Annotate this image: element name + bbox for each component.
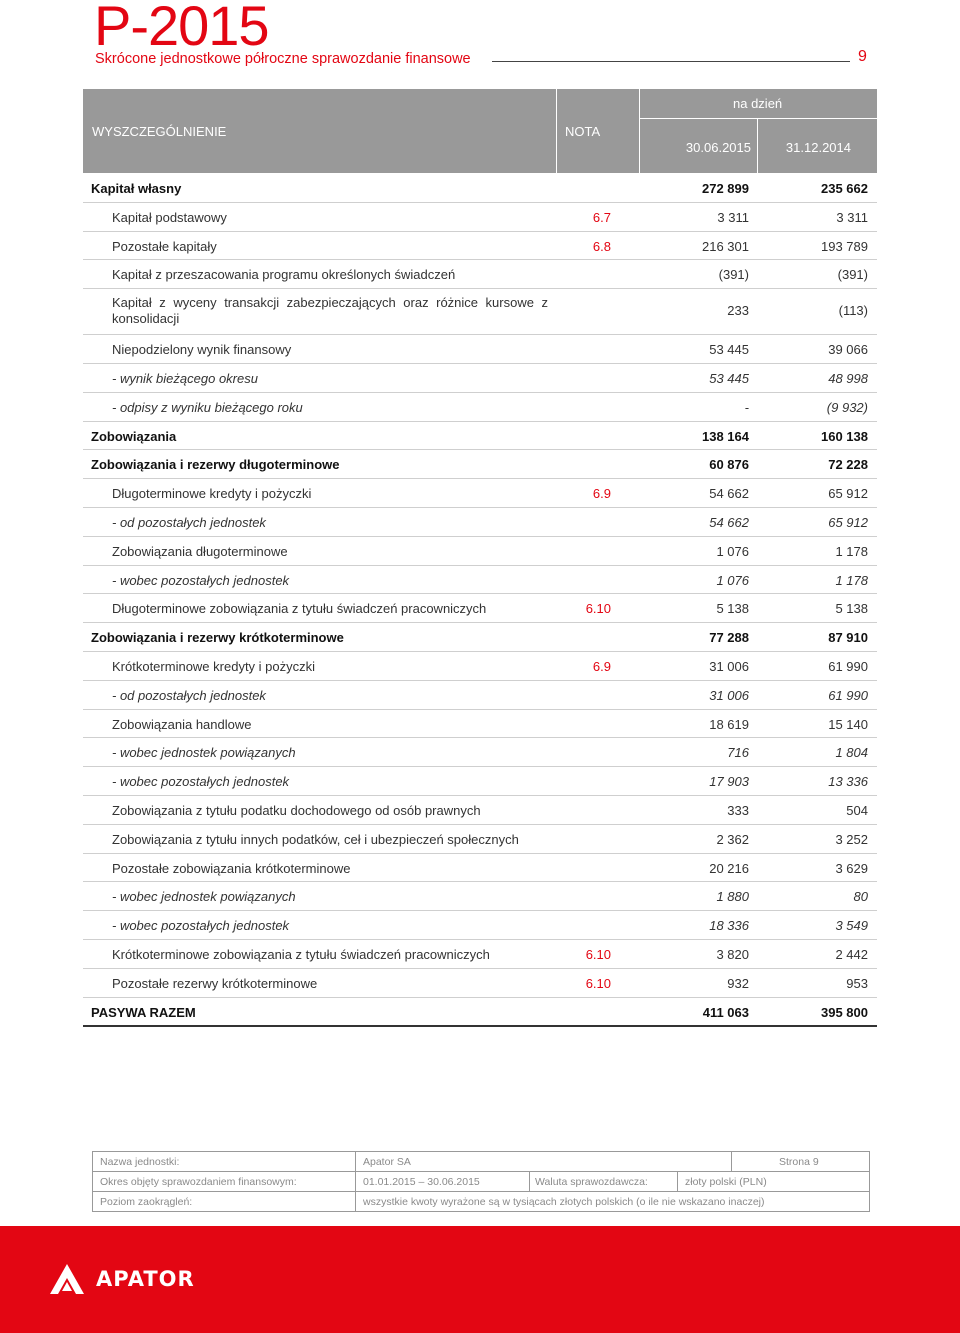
row-nota: 6.9 — [592, 486, 611, 502]
table-row — [83, 537, 877, 566]
row-value-2014: 65 912 — [828, 486, 868, 502]
row-label: Kapitał własny — [91, 181, 182, 196]
page-number: 9 — [858, 48, 867, 65]
table-row — [83, 566, 877, 595]
row-value-2014: 235 662 — [821, 181, 868, 196]
row-value-2015: 53 445 — [709, 370, 749, 386]
row-value-2015: 138 164 — [702, 428, 749, 444]
row-value-2014: 13 336 — [828, 774, 868, 790]
footer-info-box — [92, 1151, 870, 1212]
apator-logo — [50, 1264, 195, 1294]
row-value-2014: 3 311 — [836, 209, 868, 225]
table-header-item — [83, 89, 556, 173]
row-label: Zobowiązania z tytułu innych podatków, ceł i ubezpieczeń społecznych — [112, 831, 519, 847]
row-value-2015: 31 006 — [709, 658, 749, 674]
row-label: Pozostałe kapitały — [112, 238, 217, 254]
row-value-2015: 20 216 — [709, 860, 749, 876]
document-subtitle: Skrócone jednostkowe półroczne sprawozdanie finansowe — [95, 51, 471, 67]
row-value-2014: 160 138 — [821, 428, 868, 444]
row-value-2015: 54 662 — [709, 514, 749, 530]
row-label: Kapitał podstawowy — [112, 209, 227, 225]
column-header-nota: NOTA — [565, 124, 601, 139]
row-value-2014: 15 140 — [828, 716, 868, 732]
row-value-2015: 53 445 — [709, 342, 749, 358]
footer-currency-label: Waluta sprawozdawcza: — [535, 1176, 648, 1188]
row-nota: 6.10 — [585, 946, 611, 962]
row-nota: 6.9 — [592, 658, 611, 674]
row-label: - od pozostałych jednostek — [112, 687, 266, 703]
row-value-2014: 61 990 — [828, 687, 868, 703]
row-value-2015: (391) — [718, 267, 749, 283]
table-row — [83, 940, 877, 969]
table-row — [83, 623, 877, 652]
row-value-2014: 3 252 — [835, 831, 868, 847]
table-header-date1 — [640, 119, 757, 173]
row-value-2015: 77 288 — [709, 630, 749, 646]
row-nota: 6.7 — [592, 209, 611, 225]
row-value-2014: 193 789 — [821, 238, 868, 254]
row-label: Kapitał z wyceny transakcji zabezpieczających oraz różnice kursowe z konsolidacji — [112, 295, 548, 327]
table-row — [83, 825, 877, 854]
row-label: Niepodzielony wynik finansowy — [112, 342, 292, 358]
row-label: - wobec jednostek powiązanych — [112, 745, 296, 761]
column-header-item: WYSZCZEGÓLNIENIE — [92, 124, 227, 139]
row-value-2014: 65 912 — [828, 514, 868, 530]
table-row — [83, 393, 877, 422]
row-label: - wynik bieżącego okresu — [112, 370, 258, 386]
row-value-2014: 1 804 — [835, 745, 868, 761]
row-value-2015: 18 336 — [709, 918, 749, 934]
row-value-2015: 1 076 — [716, 543, 749, 559]
table-row — [83, 450, 877, 479]
table-row — [83, 969, 877, 998]
row-value-2014: 80 — [853, 889, 868, 905]
footer-period-value: 01.01.2015 – 30.06.2015 — [363, 1176, 480, 1188]
row-value-2014: 395 800 — [821, 1004, 868, 1020]
table-row — [83, 479, 877, 508]
row-nota: 6.8 — [592, 238, 611, 254]
row-label: Krótkoterminowe kredyty i pożyczki — [112, 658, 316, 674]
row-value-2014: 2 442 — [835, 946, 868, 962]
row-label: - odpisy z wyniku bieżącego roku — [112, 399, 303, 415]
row-value-2015: 5 138 — [716, 601, 749, 617]
row-value-2014: 3 549 — [835, 918, 868, 934]
table-row — [83, 911, 877, 940]
row-value-2014: 504 — [846, 802, 868, 818]
row-nota: 6.10 — [585, 601, 611, 617]
logo-text: APATOR — [96, 1267, 195, 1291]
footer-row-name — [93, 1152, 869, 1172]
table-header-asof — [640, 89, 877, 118]
footer-rounding-value: wszystkie kwoty wyrażone są w tysiącach złotych polskich (o ile nie wskazano inaczej) — [363, 1196, 765, 1208]
row-value-2015: 18 619 — [709, 716, 749, 732]
row-value-2015: 216 301 — [702, 238, 749, 254]
row-label: Zobowiązania handlowe — [112, 716, 252, 732]
column-header-date2: 31.12.2014 — [785, 140, 851, 155]
row-value-2014: 48 998 — [828, 370, 868, 386]
table-row — [83, 364, 877, 393]
table-row — [83, 422, 877, 451]
footer-row-period — [93, 1172, 869, 1192]
table-row — [83, 767, 877, 796]
table-row — [83, 232, 877, 261]
row-label: - wobec pozostałych jednostek — [112, 774, 290, 790]
table-row — [83, 681, 877, 710]
apator-mark-icon — [50, 1264, 84, 1294]
row-value-2015: 333 — [727, 802, 749, 818]
row-label: Kapitał z przeszacowania programu określonych świadczeń — [112, 267, 456, 283]
row-value-2015: 31 006 — [709, 687, 749, 703]
row-value-2015: 2 362 — [716, 831, 749, 847]
table-row — [83, 796, 877, 825]
row-value-2014: 61 990 — [828, 658, 868, 674]
column-header-date1: 30.06.2015 — [685, 140, 751, 155]
row-label: PASYWA RAZEM — [91, 1004, 196, 1020]
row-label: Zobowiązania z tytułu podatku dochodowego od osób prawnych — [112, 802, 481, 818]
row-value-2015: 3 311 — [717, 209, 749, 225]
table-row — [83, 882, 877, 911]
row-label: Długoterminowe zobowiązania z tytułu świadczeń pracowniczych — [112, 601, 487, 617]
row-label: Zobowiązania — [91, 428, 177, 444]
row-value-2014: 5 138 — [835, 601, 868, 617]
table-row — [83, 594, 877, 623]
table-row — [83, 203, 877, 232]
row-value-2015: 932 — [727, 975, 749, 991]
row-value-2015: 3 820 — [716, 946, 749, 962]
row-value-2014: 1 178 — [835, 543, 868, 559]
row-value-2015: 54 662 — [709, 486, 749, 502]
table-row — [83, 710, 877, 739]
row-value-2015: 17 903 — [709, 774, 749, 790]
row-value-2015: 411 063 — [702, 1004, 749, 1020]
row-value-2014: (113) — [838, 303, 868, 319]
footer-page-label: Strona 9 — [779, 1156, 819, 1168]
footer-period-label: Okres objęty sprawozdaniem finansowym: — [100, 1176, 297, 1188]
footer-name-value: Apator SA — [363, 1156, 411, 1168]
row-value-2015: 716 — [727, 745, 749, 761]
row-label: Pozostałe rezerwy krótkoterminowe — [112, 975, 318, 991]
table-row — [83, 508, 877, 537]
document-title: P-2015 — [94, 0, 269, 57]
footer-name-label: Nazwa jednostki: — [100, 1156, 180, 1168]
row-value-2014: (391) — [837, 267, 868, 283]
row-value-2014: 953 — [846, 975, 868, 991]
table-row — [83, 174, 877, 203]
row-label: Zobowiązania długoterminowe — [112, 543, 288, 559]
table-row — [83, 289, 877, 335]
row-label: - od pozostałych jednostek — [112, 514, 266, 530]
table-row — [83, 738, 877, 767]
row-label: Zobowiązania i rezerwy długoterminowe — [91, 457, 340, 473]
balance-sheet-table — [83, 174, 877, 1027]
row-label: Krótkoterminowe zobowiązania z tytułu świadczeń pracowniczych — [112, 946, 490, 962]
row-label: - wobec jednostek powiązanych — [112, 889, 296, 905]
row-value-2014: 87 910 — [828, 630, 868, 646]
row-value-2015: 233 — [727, 303, 749, 319]
table-row — [83, 260, 877, 289]
row-label: - wobec pozostałych jednostek — [112, 572, 290, 588]
row-label: Pozostałe zobowiązania krótkoterminowe — [112, 860, 351, 876]
table-header-date2 — [758, 119, 877, 173]
table-row — [83, 998, 877, 1028]
table-row — [83, 335, 877, 364]
row-label: Długoterminowe kredyty i pożyczki — [112, 486, 312, 502]
row-value-2015: 272 899 — [702, 181, 749, 196]
table-row — [83, 652, 877, 681]
footer-currency-value: złoty polski (PLN) — [685, 1176, 767, 1188]
table-row — [83, 854, 877, 883]
row-nota: 6.10 — [585, 975, 611, 991]
row-value-2014: (9 932) — [826, 399, 868, 415]
row-value-2015: 60 876 — [709, 457, 749, 473]
row-label: Zobowiązania i rezerwy krótkoterminowe — [91, 630, 344, 646]
row-value-2014: 3 629 — [835, 860, 868, 876]
footer-row-rounding — [93, 1192, 869, 1211]
column-header-asof: na dzień — [733, 96, 783, 111]
row-value-2015: - — [744, 399, 749, 415]
row-value-2014: 1 178 — [835, 572, 868, 588]
table-header-nota — [557, 89, 639, 173]
row-value-2014: 72 228 — [828, 457, 868, 473]
row-value-2014: 39 066 — [828, 342, 868, 358]
row-value-2015: 1 076 — [716, 572, 749, 588]
row-label: - wobec pozostałych jednostek — [112, 918, 290, 934]
footer-rounding-label: Poziom zaokrągleń: — [100, 1196, 193, 1208]
header-rule — [492, 61, 850, 62]
row-value-2015: 1 880 — [716, 889, 749, 905]
